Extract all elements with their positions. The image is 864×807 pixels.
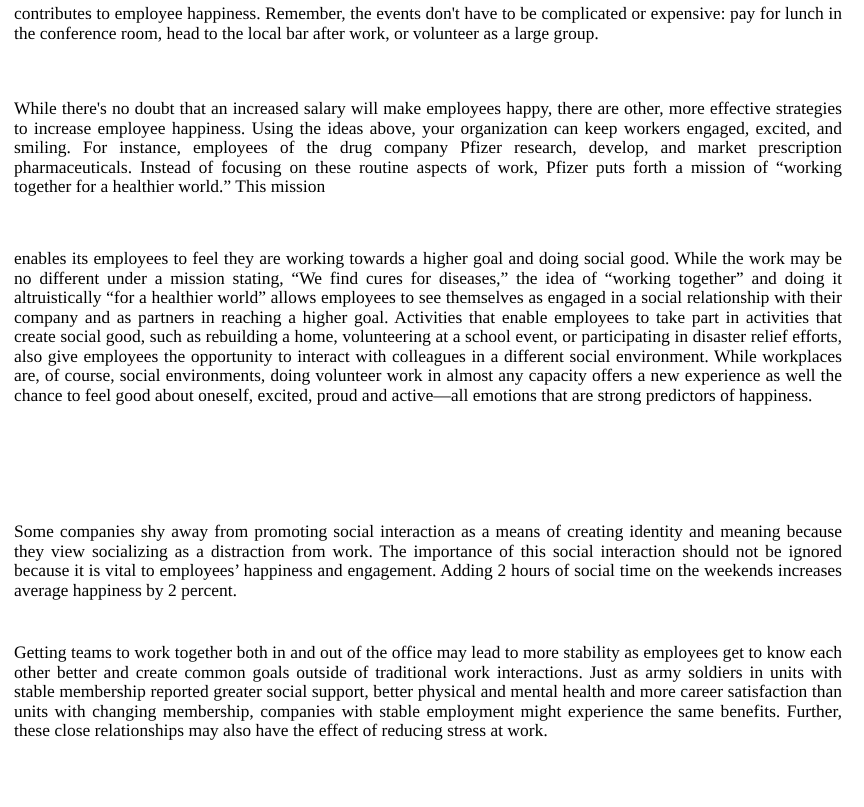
paragraph-mission-social-good: enables its employees to feel they are working towards a higher goal and doing social good. While the work may be no different under a mission stating, “We find cures for diseases,” the idea of “working together” and doing it altruistically “for a healthier world” allows employees to see themselves as engaged in a social relationship with their company and as partners in reaching a higher goal. Activities that enable employees to take part in activities that create social good, such as rebuilding a home, volunteering at a school event, or participating in disaster relief efforts, also give employees the opportunity to interact with colleagues in a different social environment. While workplaces are, of course, social environments, doing volunteer work in almost any capacity offers a new experience as well the chance to feel good about oneself, excited, proud and active—all emotions that are strong predictors of happiness. — [14, 248, 842, 405]
paragraph-events-not-complicated: contributes to employee happiness. Remember, the events don't have to be complicated or expensive: pay for lunch in the conference room, head to the local bar after work, or volunteer as a large group. — [14, 3, 842, 43]
paragraph-social-interaction: Some companies shy away from promoting social interaction as a means of creating identity and meaning because they view socializing as a distraction from work. The importance of this social interaction should not be ignored because it is vital to employees’ happiness and engagement. Adding 2 hours of social time on the weekends increases average happiness by 2 percent. — [14, 521, 842, 600]
paragraph-salary-strategies: While there's no doubt that an increased salary will make employees happy, there are other, more effective strategies to increase employee happiness. Using the ideas above, your organization can keep workers engaged, excited, and smiling. For instance, employees of the drug company Pfizer research, develop, and market prescription pharmaceuticals. Instead of focusing on these routine aspects of work, Pfizer puts forth a mission of “working together for a healthier world.” This mission — [14, 98, 842, 196]
paragraph-team-stability: Getting teams to work together both in and out of the office may lead to more stability as employees get to know each other better and create common goals outside of traditional work interactions. Just as army soldiers in units with stable membership reported greater social support, better physical and mental health and more career satisfaction than units with changing membership, companies with stable employment might experience the same benefits. Further, these close relationships may also have the effect of reducing stress at work. — [14, 642, 842, 740]
